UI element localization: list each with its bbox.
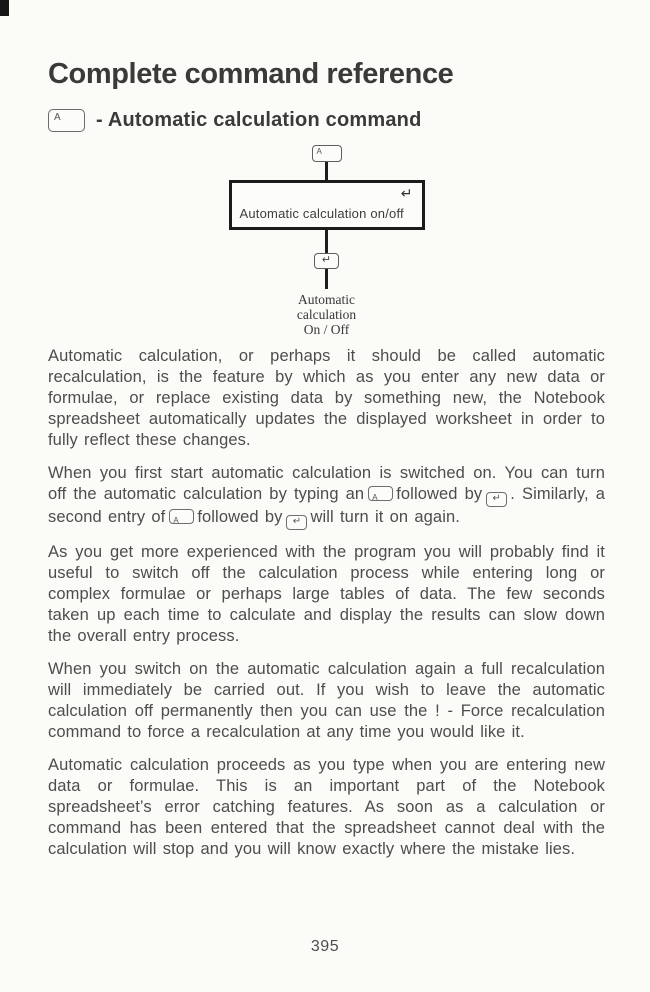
a-key-icon	[48, 109, 85, 132]
key-letter: A	[54, 112, 61, 123]
connector-line	[325, 230, 328, 253]
paragraph-text: followed by	[197, 508, 283, 526]
caption-line: Automatic	[297, 292, 355, 307]
connector-line	[325, 269, 328, 289]
a-key-icon	[169, 509, 194, 524]
enter-key-icon: ↵	[486, 492, 507, 507]
enter-key-icon: ↵	[314, 253, 339, 269]
body-paragraph: Automatic calculation, or perhaps it should be called automatic recalculation, is the feature by which as you enter any new data or formulae, or replace existing data by something new, the Notebook spreadsheet automatically updates the displayed worksheet in order to fully reflect these changes.	[48, 347, 605, 449]
return-symbol: ↵	[400, 185, 413, 201]
key-letter: A	[173, 516, 179, 525]
page-number: 395	[310, 938, 340, 955]
body-paragraph: Automatic calculation proceeds as you type when you are entering new data or formulae. This is an important part of the Notebook spreadsheet’s error catching features. As soon as a calculation or command has been entered that the spreadsheet cannot deal with the calculation will stop and you will know exactly where the mistake lies.	[48, 756, 605, 858]
key-letter: A	[372, 493, 378, 502]
diagram-caption	[297, 292, 356, 337]
paragraph-text: followed by	[396, 485, 483, 503]
diagram-box-label: Automatic calculation on/off	[239, 206, 404, 221]
scan-artifact-corner	[0, 0, 9, 16]
caption-line: On / Off	[303, 322, 350, 337]
paragraph-text: When you first start automatic calculation is switched on. You can turn off the automatic calculation by typing an	[48, 464, 605, 503]
enter-key-icon: ↵	[286, 515, 307, 530]
a-key-icon	[312, 145, 342, 162]
section-heading	[48, 109, 605, 132]
paragraph-text: will turn it on again.	[310, 508, 460, 526]
body-paragraph: When you switch on the automatic calculation again a full recalculation will immediately be carried out. If you wish to leave the automatic calculation off permanently then you can use the ! - Force recalculation command to force a recalculation at any time you would like it.	[48, 660, 605, 741]
key-letter: A	[316, 147, 322, 156]
body-paragraph: As you get more experienced with the program you will probably find it useful to switch off the calculation process while entering long or complex formulae or perhaps large tables of data. The few seconds taken up each time to calculate and display the results can slow down the overall entry process.	[48, 543, 605, 645]
command-syntax-diagram	[48, 145, 605, 337]
paragraph-text: . Similarly, a second entry of	[48, 485, 606, 526]
caption-line: calculation	[296, 307, 357, 322]
a-key-icon	[368, 486, 393, 501]
section-heading-text: - Automatic calculation command	[96, 109, 422, 131]
body-paragraph	[48, 463, 605, 530]
connector-line	[325, 162, 328, 180]
page-title: Complete command reference	[48, 58, 454, 90]
diagram-command-box	[229, 180, 425, 230]
